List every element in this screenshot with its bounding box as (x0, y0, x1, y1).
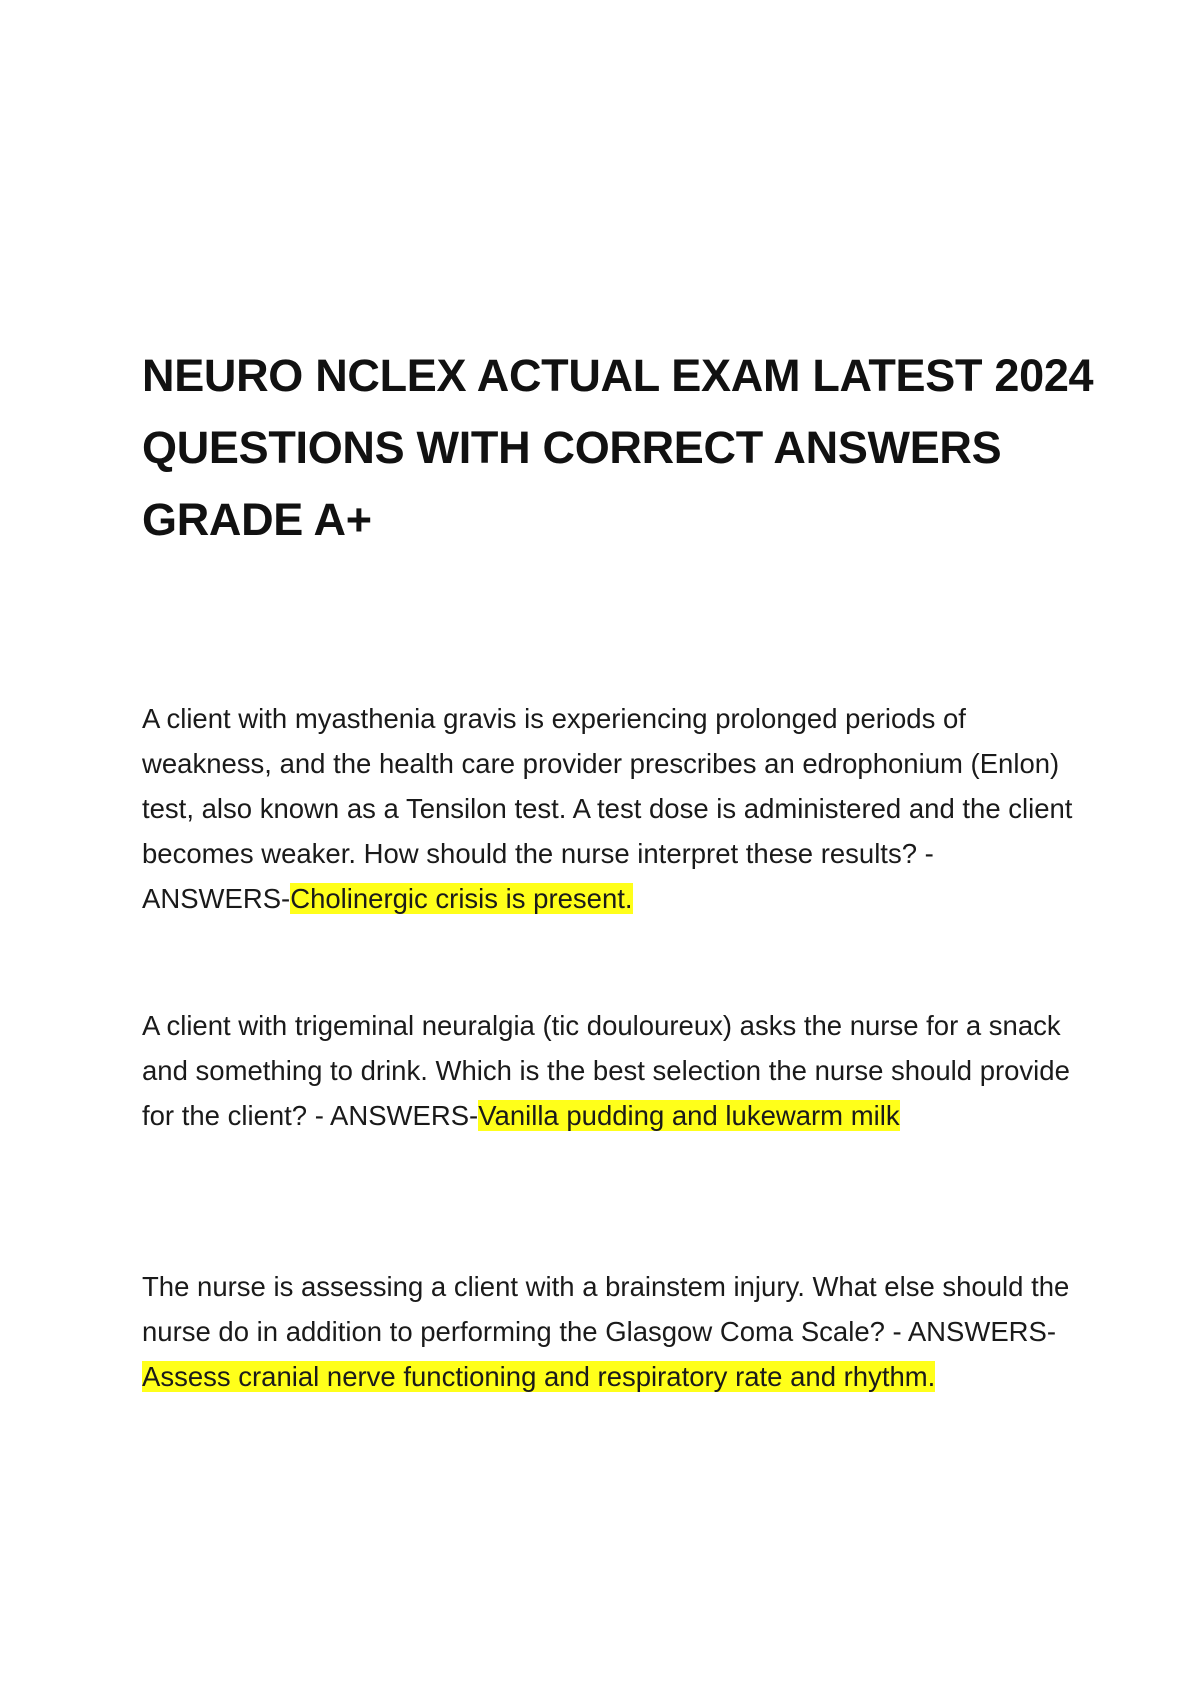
title-line-2: QUESTIONS WITH CORRECT ANSWERS (142, 422, 1002, 473)
qa-item (142, 1264, 1087, 1399)
highlighted-answer: Cholinergic crisis is present. (290, 883, 633, 914)
qa-item (142, 696, 1087, 921)
highlighted-answer: Vanilla pudding and lukewarm milk (478, 1100, 900, 1131)
document-title (142, 340, 1102, 556)
question-text: A client with trigeminal neuralgia (tic douloureux) asks the nurse for a snack and something to drink. Which is the best selection the nurse should provide for the client? - ANSWERS- (142, 1010, 1070, 1131)
title-line-3: GRADE A+ (142, 494, 372, 545)
title-line-1: NEURO NCLEX ACTUAL EXAM LATEST 2024 (142, 350, 1094, 401)
question-text: A client with myasthenia gravis is experiencing prolonged periods of weakness, and the health care provider prescribes an edrophonium (Enlon) test, also known as a Tensilon test. A test dose is administered and the client becomes weaker. How should the nurse interpret these results? - ANSWERS- (142, 703, 1073, 914)
question-text: The nurse is assessing a client with a brainstem injury. What else should the nurse do in addition to performing the Glasgow Coma Scale? - ANSWERS- (142, 1271, 1070, 1347)
qa-item (142, 1003, 1087, 1138)
highlighted-answer: Assess cranial nerve functioning and respiratory rate and rhythm. (142, 1361, 936, 1392)
